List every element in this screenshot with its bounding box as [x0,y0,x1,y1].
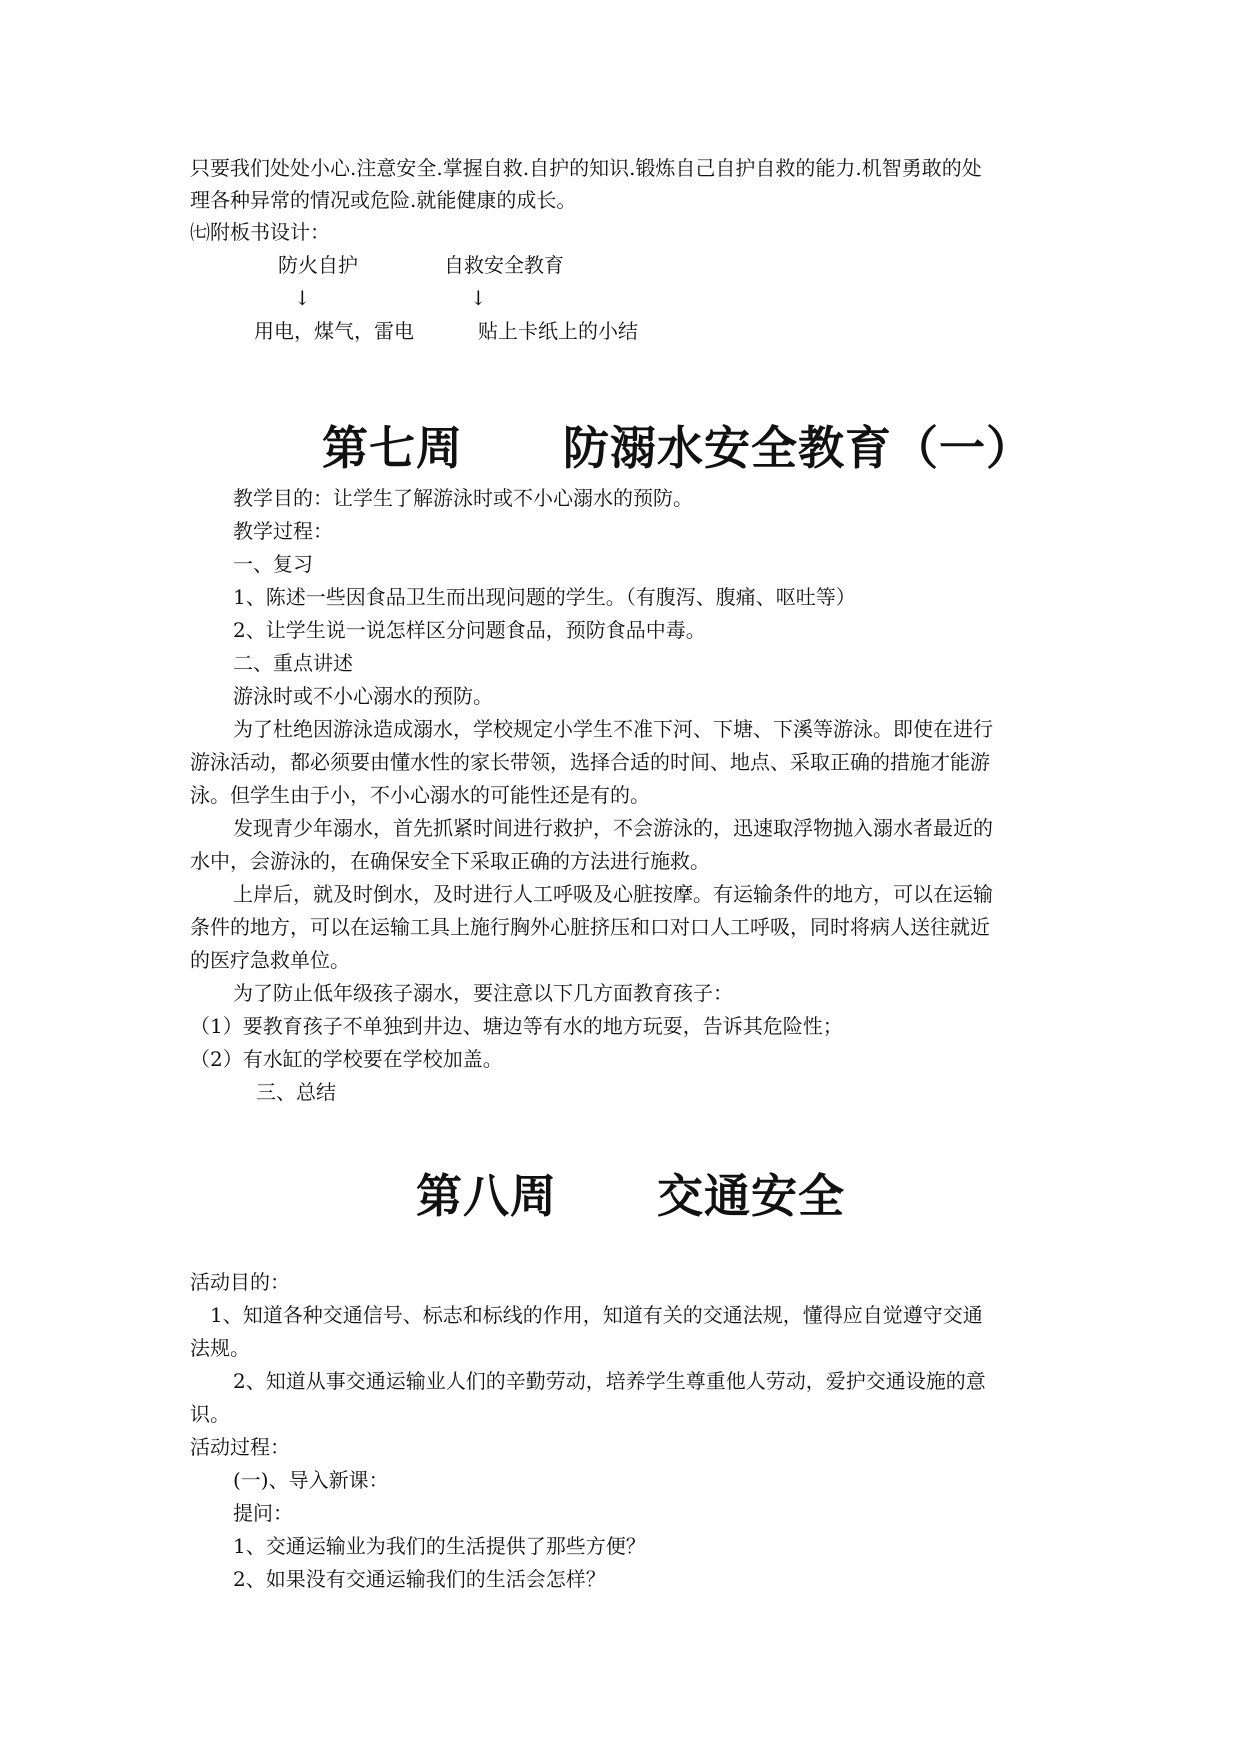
week7-focus-sub: 游泳时或不小心溺水的预防。 [233,684,493,708]
intro-line-2: 理各种异常的情况或危险.就能健康的成长。 [190,188,577,212]
week7-item-2: （2）有水缸的学校要在学校加盖。 [190,1047,503,1071]
intro-line-1: 只要我们处处小心.注意安全.掌握自救.自护的知识.锻炼自己自护自救的能力.机智勇敢的处 [190,156,982,180]
week7-p1-line-2: 游泳活动，都必须要由懂水性的家长带领，选择合适的时间、地点、采取正确的措施才能游 [190,750,990,774]
week8-goal-1-line-2: 法规。 [190,1336,250,1360]
week8-goal-2-line-2: 识。 [190,1402,230,1426]
board-right-sub: 贴上卡纸上的小结 [478,319,638,343]
board-right: 自救安全教育 [444,253,564,277]
week7-p3-line-2: 条件的地方，可以在运输工具上施行胸外心脏挤压和口对口人工呼吸，同时将病人送往就近 [190,915,990,939]
week8-process: 活动过程： [190,1435,290,1459]
week8-goal: 活动目的： [190,1270,290,1294]
week7-goal: 教学目的：让学生了解游泳时或不小心溺水的预防。 [233,486,693,510]
week7-review-1: 1、陈述一些因食品卫生而出现问题的学生。（有腹泻、腹痛、呕吐等） [233,585,856,609]
week7-p2-line-1: 发现青少年溺水，首先抓紧时间进行救护，不会游泳的，迅速取浮物抛入溺水者最近的 [233,816,993,840]
week7-summary: 三、总结 [256,1080,336,1104]
arrow-down-icon: ↓ [470,286,487,310]
week8-goal-2-line-1: 2、知道从事交通运输业人们的辛勤劳动，培养学生尊重他人劳动，爱护交通设施的意 [233,1369,986,1393]
week7-item-1: （1）要教育孩子不单独到井边、塘边等有水的地方玩耍，告诉其危险性； [190,1014,843,1038]
week7-title-left: 第七周 [322,421,463,475]
week7-review: 一、复习 [233,552,313,576]
board-left-sub: 用电，煤气，雷电 [254,319,414,343]
week7-p1-line-1: 为了杜绝因游泳造成溺水，学校规定小学生不准下河、下塘、下溪等游泳。即使在进行 [233,717,993,741]
week7-title [322,418,1033,478]
week8-title [416,1166,845,1226]
week8-goal-1-line-1: 1、知道各种交通信号、标志和标线的作用，知道有关的交通法规，懂得应自觉遵守交通 [210,1303,983,1327]
week7-p3-line-3: 的医疗急救单位。 [190,948,350,972]
week7-process: 教学过程： [233,519,333,543]
week8-title-left: 第八周 [416,1169,557,1223]
week7-p3-line-1: 上岸后，就及时倒水，及时进行人工呼吸及心脏按摩。有运输条件的地方，可以在运输 [233,882,993,906]
week7-p4: 为了防止低年级孩子溺水，要注意以下几方面教育孩子： [233,981,733,1005]
week7-review-2: 2、让学生说一说怎样区分问题食品，预防食品中毒。 [233,618,706,642]
board-heading: ㈦附板书设计： [190,220,330,244]
week8-title-right: 交通安全 [657,1169,845,1223]
week7-title-right: 防溺水安全教育（一） [563,421,1033,475]
week8-ask: 提问： [233,1501,293,1525]
arrow-down-icon: ↓ [294,286,311,310]
week7-focus: 二、重点讲述 [233,651,353,675]
week7-p2-line-2: 水中，会游泳的，在确保安全下采取正确的方法进行施救。 [190,849,710,873]
board-left: 防火自护 [278,253,358,277]
week7-p1-line-3: 泳。但学生由于小，不小心溺水的可能性还是有的。 [190,783,650,807]
week8-question-2: 2、如果没有交通运输我们的生活会怎样？ [233,1567,606,1591]
week8-intro: (一)、导入新课： [233,1468,389,1492]
week8-question-1: 1、交通运输业为我们的生活提供了那些方便？ [233,1534,646,1558]
